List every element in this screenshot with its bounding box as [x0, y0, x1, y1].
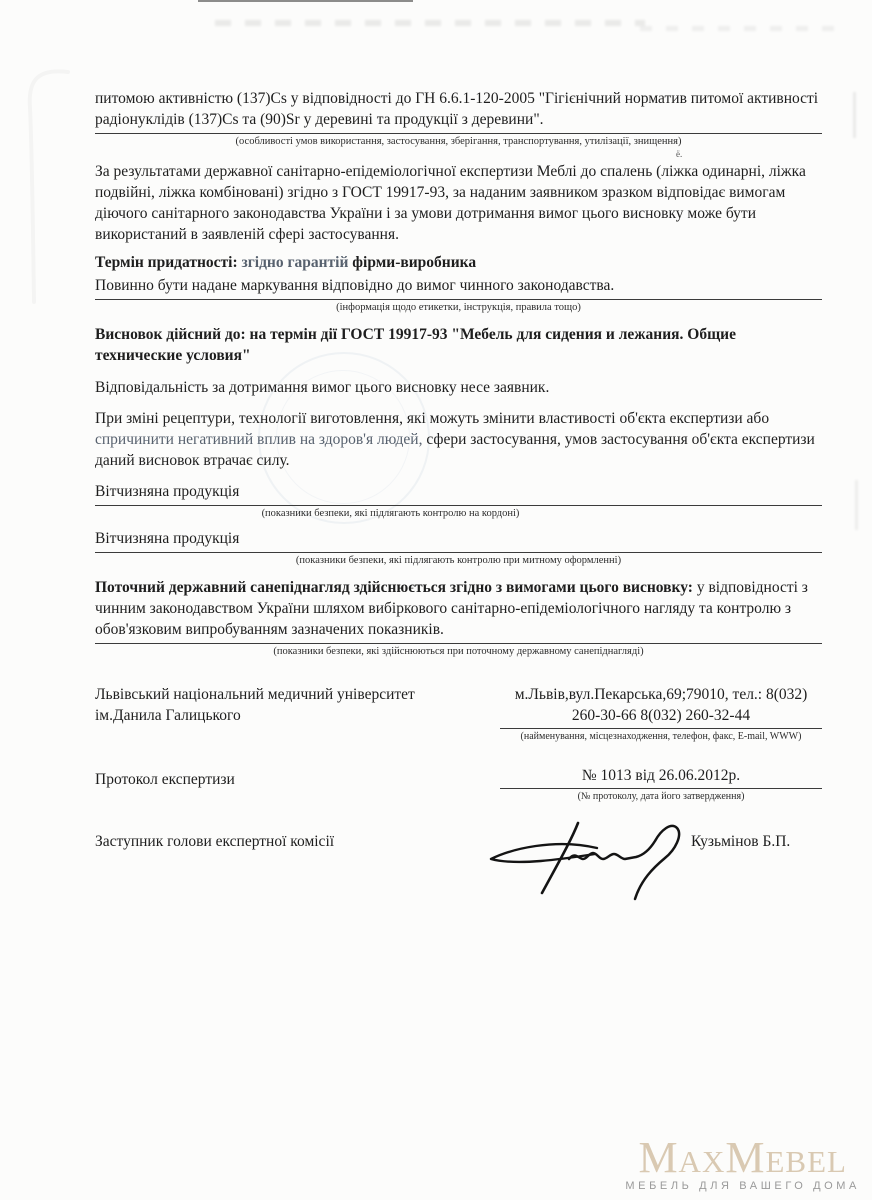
- supervision-rest: у відповідності з чинним законодавством України шляхом вибіркового санітарно-епідеміологічного нагляду та контролю з обов'язковим випробуванням зазначених показників.: [95, 579, 808, 638]
- organization-address: м.Львів,вул.Пекарська,69;79010, тел.: 8(032) 260-30-66 8(032) 260-32-44: [514, 686, 808, 724]
- divider-line: [95, 505, 822, 506]
- paragraph-responsibility: Відповідальність за дотримання вимог цього висновку несе заявник.: [95, 379, 550, 396]
- change-tail: сфери застосування, умов застосування об'єкта експертизи даний висновок втрачає силу.: [95, 431, 815, 469]
- handwritten-signature: [483, 809, 683, 901]
- divider-line: [95, 552, 822, 553]
- organization-address-block: [500, 684, 822, 743]
- divider-line: [500, 728, 822, 729]
- paragraph-expertise-result: За результатами державної санітарно-епідеміологічної експертизи Меблі до спалень (ліжка одинарні, ліжка подвійні, ліжка комбіновані) згідно з ГОСТ 19917-93, за наданим заявником зразком відповідає вимогам діючого санітарного законодавства України і за умови дотримання вимог цього висновку може бути використаний в заявленій сфері застосування.: [95, 163, 806, 243]
- caption-border-control: (показники безпеки, які підлягають контролю на кордоні): [261, 508, 520, 519]
- scan-paper-crease: [6, 60, 76, 310]
- protocol-label: Протокол експертизи: [95, 771, 235, 788]
- scan-edge-shadow: [853, 92, 856, 138]
- label-domestic-production-2: Вітчизняна продукція: [95, 530, 240, 547]
- document-body: [95, 88, 822, 905]
- paragraph-change: [95, 408, 822, 471]
- signature-row: [95, 815, 822, 905]
- caption-protocol: (№ протоколу, дата його затвердження): [577, 791, 745, 802]
- watermark: [625, 1133, 860, 1192]
- organization-row: [95, 684, 822, 743]
- deputy-label: Заступник голови експертної комісії: [95, 833, 335, 850]
- caption-labeling: (інформація щодо етикетки, інструкція, правила тощо): [336, 302, 581, 313]
- signer-name: Кузьмінов Б.П.: [691, 833, 791, 850]
- term-mid: згідно гарантій: [241, 254, 353, 271]
- divider-line: [95, 133, 822, 134]
- scan-edge-shadow: [855, 480, 858, 530]
- supervision-lead: Поточний державний санепіднагляд здійснюється згідно з вимогами цього висновку:: [95, 579, 697, 596]
- scan-bleed-through: [640, 26, 840, 31]
- paragraph-conclusion-valid: Висновок дійсний до: на термін дії ГОСТ 19917-93 "Мебель для сидения и лежания. Общие технические условия": [95, 326, 736, 364]
- scan-bleed-through: [215, 20, 645, 26]
- term-tail: фірми-виробника: [352, 254, 477, 271]
- caption-usage: (особливості умов використання, застосування, зберігання, транспортування, утилізації, знищення): [235, 136, 682, 147]
- stray-mark: ё.: [676, 149, 683, 159]
- organization-name: Львівський національний медичний університет ім.Данила Галицького: [95, 686, 415, 724]
- protocol-value-block: [500, 765, 822, 803]
- caption-org: (найменування, місцезнаходження, телефон, факс, E-mail, WWW): [520, 731, 802, 742]
- watermark-tagline: МЕБЕЛЬ ДЛЯ ВАШЕГО ДОМА: [625, 1180, 860, 1192]
- paragraph-activity: питомою активністю (137)Cs у відповідності до ГН 6.6.1-120-2005 "Гігієнічний норматив питомої активності радіонуклідів (137)Cs та (90)Sr у деревині та продукції з деревини".: [95, 90, 819, 128]
- caption-customs-control: (показники безпеки, які підлягають контролю при митному оформленні): [295, 555, 622, 566]
- watermark-brand: MaxMebel: [638, 1133, 847, 1182]
- caption-supervision: (показники безпеки, які здійснюються при поточному державному санепіднагляді): [273, 646, 644, 657]
- change-lead: При зміні рецептури, технології виготовлення, які можуть змінити властивості об'єкта експертизи або: [95, 410, 770, 427]
- divider-line: [95, 299, 822, 300]
- term-lead: Термін придатності:: [95, 254, 242, 271]
- divider-line: [95, 643, 822, 644]
- label-domestic-production-1: Вітчизняна продукція: [95, 483, 240, 500]
- divider-line: [500, 788, 822, 789]
- paragraph-marking: Повинно бути надане маркування відповідно до вимог чинного законодавства.: [95, 277, 615, 294]
- protocol-row: [95, 765, 822, 803]
- term-heading: [95, 252, 822, 273]
- change-mid: спричинити негативний вплив на здоров'я людей,: [95, 431, 427, 448]
- scan-edge-line: [198, 0, 413, 2]
- paragraph-supervision: [95, 577, 822, 640]
- protocol-value: № 1013 від 26.06.2012р.: [581, 767, 741, 784]
